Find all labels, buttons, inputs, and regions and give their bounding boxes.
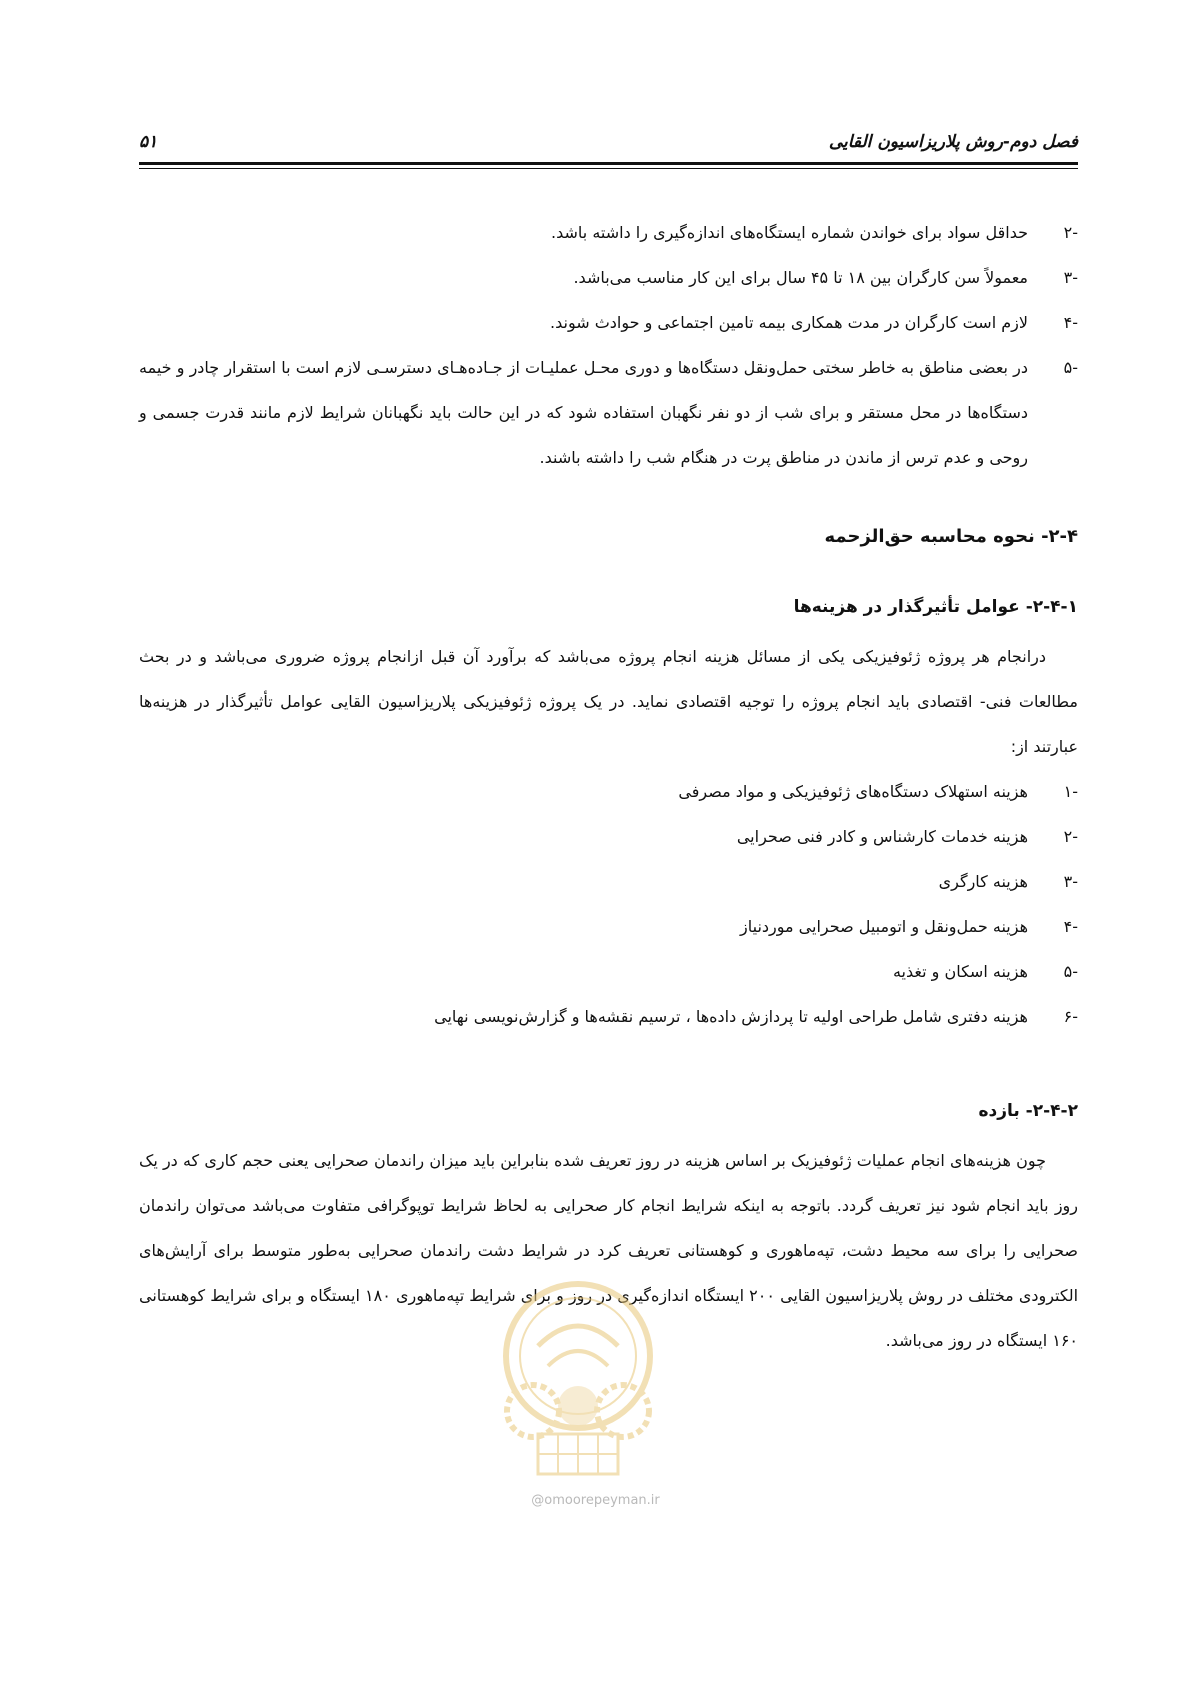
list-item-text: لازم است کارگران در مدت همکاری بیمه تامین اجتماعی و حوادث شوند. [550, 313, 1028, 332]
cost-factors-list [139, 769, 1078, 1039]
list-item [139, 859, 1078, 904]
list-item-text: هزینه کارگری [938, 872, 1028, 891]
header-rule-thick [139, 162, 1078, 165]
section-heading-2-4-1: ۲-۴-۱- عوامل تأثیرگذار در هزینه‌ها [793, 597, 1078, 617]
page-header [139, 126, 1078, 162]
header-rule-thin [139, 168, 1078, 169]
list-item [139, 300, 1078, 345]
list-item [139, 769, 1078, 814]
section-heading-2-4-2: ۲-۴-۲- بازده [978, 1101, 1078, 1121]
list-item-number: -۲ [1063, 223, 1078, 242]
watermark-url: @omoorepeyman.ir [531, 1493, 660, 1508]
chapter-title: فصل دوم-روش پلاریزاسیون القایی [828, 132, 1078, 152]
page-number: ۵۱ [139, 132, 158, 152]
requirements-list [139, 210, 1078, 480]
list-item-text: هزینه دفتری شامل طراحی اولیه تا پردازش داده‌ها ، ترسیم نقشه‌ها و گزارش‌نویسی نهایی [434, 1007, 1028, 1026]
list-item-number: -۴ [1063, 917, 1078, 936]
list-item [139, 949, 1078, 994]
list-item-number: -۵ [1063, 358, 1078, 377]
list-item-number: -۱ [1063, 782, 1078, 801]
list-item [139, 814, 1078, 859]
list-item-text: هزینه استهلاک دستگاه‌های ژئوفیزیکی و مواد مصرفی [678, 782, 1028, 801]
list-item [139, 210, 1078, 255]
list-item-text: در بعضی مناطق به خاطر سختی حمل‌ونقل دستگاه‌ها و دوری محـل عملیـات از جـاده‌هـای دسترسـی لازم است با استقرار چادر و خیمه دستگاه‌ها در محل مستقر و برای شب از دو نفر نگهبان استفاده شود که در این حالت باید نگهبانان شرایط لازم مانند قدرت جسمی و روحی و عدم ترس از ماندن در مناطق پرت در هنگام شب را داشته باشند. [139, 358, 1028, 467]
list-item [139, 994, 1078, 1039]
page-body [139, 210, 1078, 1363]
list-item [139, 345, 1078, 480]
list-item-text: هزینه خدمات کارشناس و کادر فنی صحرایی [736, 827, 1028, 846]
list-item [139, 255, 1078, 300]
list-item-text: هزینه حمل‌ونقل و اتومبیل صحرایی موردنیاز [740, 917, 1028, 936]
list-item-number: -۴ [1063, 313, 1078, 332]
cost-factors-paragraph: درانجام هر پروژه ژئوفیزیکی یکی از مسائل هزینه انجام پروژه می‌باشد که برآورد آن قبل ازانجام پروژه ضروری می‌باشد و در بحث مطالعات فنی- اقتصادی باید انجام پروژه را توجیه اقتصادی نماید. در یک پروژه ژئوفیزیکی پلاریزاسیون القایی عوامل تأثیرگذار در هزینه‌ها عبارتند از: [139, 647, 1078, 756]
list-item [139, 904, 1078, 949]
list-item-number: -۳ [1063, 268, 1078, 287]
section-heading-2-4: ۲-۴- نحوه محاسبه حق‌الزحمه [824, 526, 1078, 547]
list-item-text: حداقل سواد برای خواندن شماره ایستگاه‌های اندازه‌گیری را داشته باشد. [551, 223, 1028, 242]
omoor-peyman-seal-icon [478, 1276, 678, 1486]
list-item-number: -۵ [1063, 962, 1078, 981]
efficiency-paragraph: چون هزینه‌های انجام عملیات ژئوفیزیک بر اساس هزینه در روز تعریف شده بنابراین باید میزان راندمان صحرایی یعنی حجم کاری که در یک روز باید انجام شود نیز تعریف گردد. باتوجه به اینکه شرایط انجام کار صحرایی به لحاظ شرایط توپوگرافی متفاوت می‌باشد می‌توان راندمان صحرایی را برای سه محیط دشت، تپه‌ماهوری و کوهستانی تعریف کرد در شرایط دشت راندمان صحرایی به‌طور متوسط برای آرایش‌های الکترودی مختلف در روش پلاریزاسیون القایی ۲۰۰ ایستگاه اندازه‌گیری در روز و برای شرایط تپه‌ماهوری ۱۸۰ ایستگاه و برای شرایط کوهستانی ۱۶۰ ایستگاه در روز می‌باشد. [139, 1151, 1079, 1350]
list-item-number: -۲ [1063, 827, 1078, 846]
list-item-number: -۶ [1063, 1007, 1078, 1026]
list-item-number: -۳ [1063, 872, 1078, 891]
list-item-text: معمولاً سن کارگران بین ۱۸ تا ۴۵ سال برای این کار مناسب می‌باشد. [573, 268, 1028, 287]
list-item-text: هزینه اسکان و تغذیه [892, 962, 1028, 981]
